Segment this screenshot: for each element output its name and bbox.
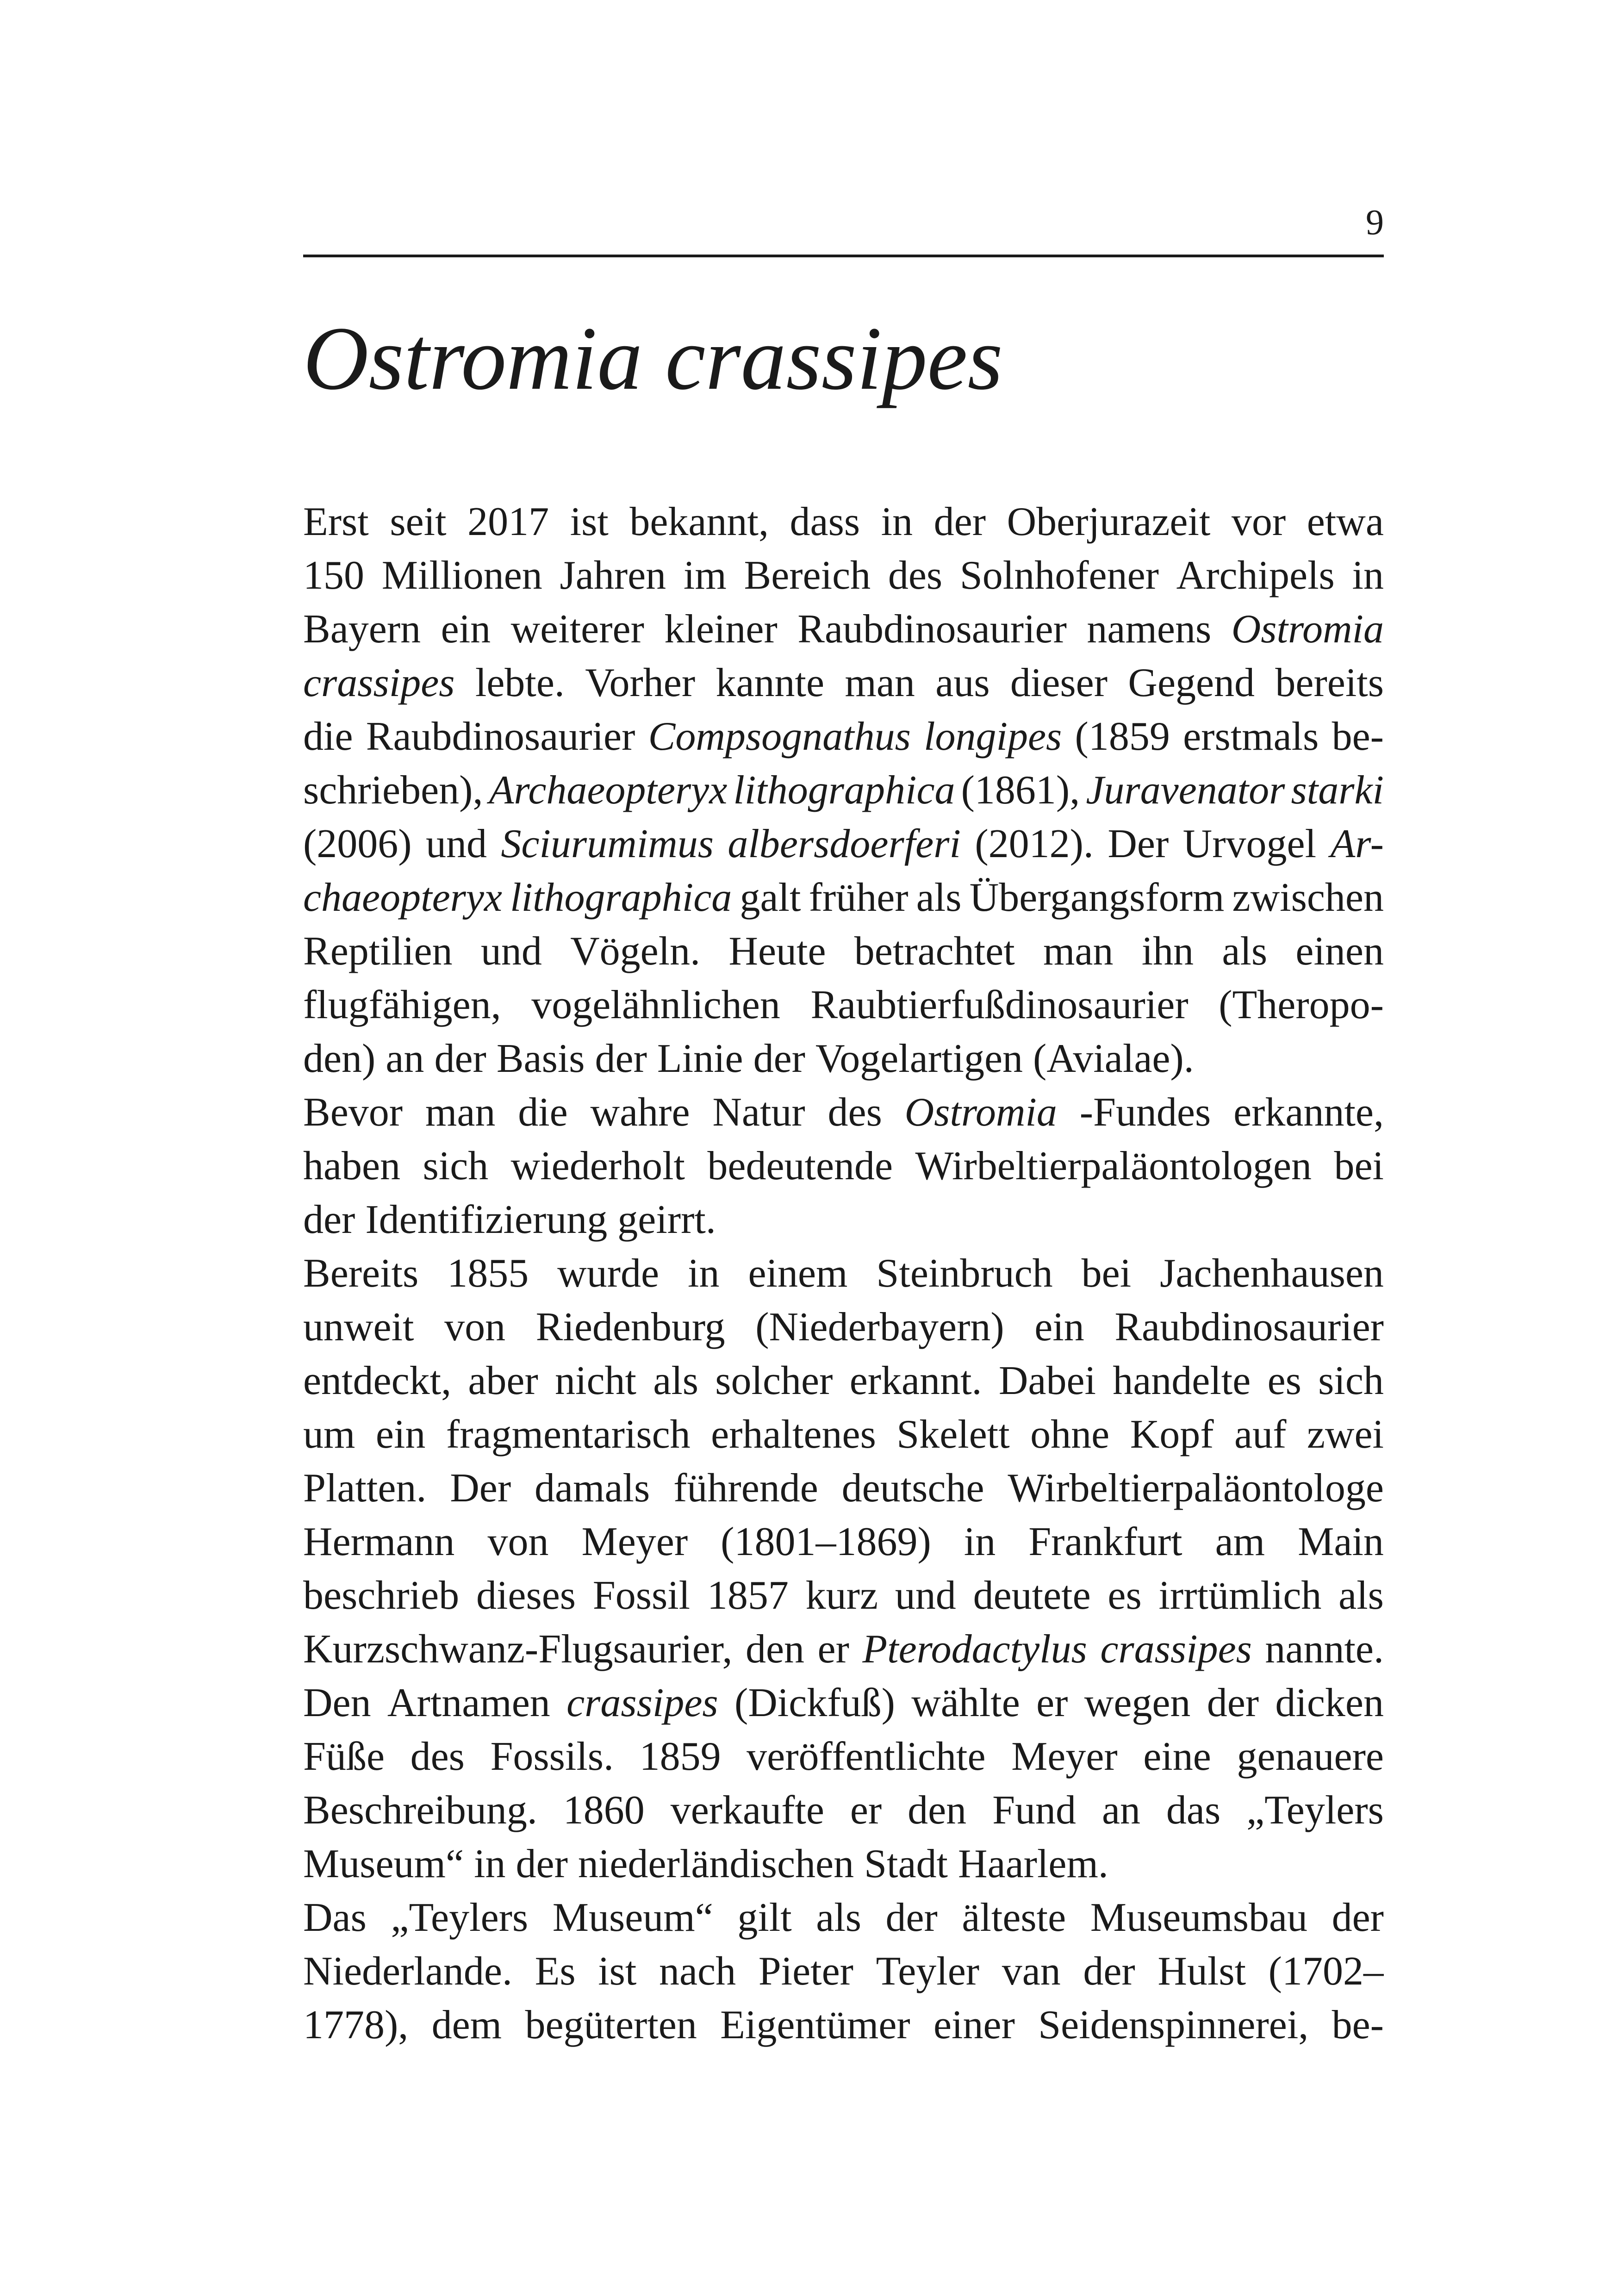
word: kleiner [664,607,778,652]
word: man [425,1090,496,1135]
word: schrieben), [303,768,483,813]
word: und [426,821,487,866]
text-line [303,1139,1384,1193]
word: Es [535,1949,576,1994]
word: Oberjurazeit [1007,499,1211,544]
word: Fossil [592,1573,691,1618]
text-line [303,1945,1384,1998]
word: als [816,1895,861,1940]
word: niederländischen [578,1842,854,1886]
word: Museum“ [552,1895,713,1940]
word: 2017 [467,499,549,544]
word: Solnhofener [959,553,1159,598]
word: Meyer [581,1519,688,1564]
word: erkannte, [1233,1090,1384,1135]
word: der [595,1036,647,1081]
text-line [303,1408,1384,1462]
word: es [1267,1358,1301,1403]
italic-word: Sciurumimus [501,821,714,866]
text-line [303,871,1384,925]
word: aber [468,1358,538,1403]
word: in [474,1842,506,1886]
word: Fossils. [490,1734,614,1779]
word: in [688,1251,720,1296]
word: der [303,1197,355,1242]
word: einem [748,1251,848,1296]
word: (Theropo- [1219,983,1384,1027]
word: der [885,1895,938,1940]
word: von [444,1305,506,1350]
word: ihn [1141,929,1194,974]
italic-word: Pterodactylus [862,1627,1087,1672]
word: bekannt, [629,499,769,544]
word: Millionen [381,553,542,598]
word: 1859 [639,1734,721,1779]
italic-word: Ostromia [904,1090,1057,1135]
word: Vögeln. [570,929,701,974]
word: Basis [496,1036,585,1081]
word: er [850,1788,882,1833]
word: Kurzschwanz-Flugsaurier, [303,1627,733,1672]
word: kurz [805,1573,878,1618]
text-line [303,1032,1384,1086]
text-line [303,495,1384,549]
word: Der [1108,821,1169,866]
word: (2012). [975,821,1094,866]
text-line [303,817,1384,871]
word: haben [303,1144,401,1188]
word: unweit [303,1305,414,1350]
italic-word: Juravenator [1086,768,1285,813]
word: Museumsbau [1090,1895,1308,1940]
word: in [964,1519,996,1564]
italic-word: starki [1291,768,1384,813]
word: seit [390,499,447,544]
word: Meyer [1011,1734,1118,1779]
word: Platten. [303,1466,427,1511]
word: (2006) [303,821,412,866]
text-line [303,1515,1384,1569]
page-number: 9 [1366,202,1384,242]
word: Der [450,1466,511,1511]
word: der [516,1842,568,1886]
word: Natur [712,1090,805,1135]
word: man [1043,929,1114,974]
word: (1861), [961,768,1080,813]
word: Bereich [744,553,871,598]
word: der [933,499,986,544]
word: (Avialae). [1033,1036,1194,1081]
word: Steinbruch [876,1251,1053,1296]
word: eine [1143,1734,1211,1779]
italic-word: chaeopteryx [303,875,502,920]
word: Hermann [303,1519,455,1564]
word: einer [933,2003,1015,2047]
word: man [845,660,915,705]
word: und [480,929,542,974]
word: Beschreibung. [303,1788,537,1833]
word: ein [1034,1305,1084,1350]
word: damals [534,1466,650,1511]
word: er [817,1627,849,1672]
word: des [888,553,943,598]
word: weiterer [510,607,644,652]
word: genauere [1237,1734,1384,1779]
word: entdeckt, [303,1358,452,1403]
word: Seidenspinnerei, [1038,2003,1309,2047]
word: 1857 [707,1573,789,1618]
word: wurde [557,1251,660,1296]
word: (1702– [1268,1949,1384,1994]
word: „Teylers [391,1895,529,1940]
word: (1859 [1075,714,1170,759]
word: Dabei [998,1358,1096,1403]
header-rule [303,255,1384,257]
text-line [303,1998,1384,2052]
word: betrachtet [854,929,1015,974]
word: dass [790,499,860,544]
word: Jahren [560,553,666,598]
word: Raubdinosaurier [1114,1305,1384,1350]
text-line [303,1784,1384,1837]
text-line [303,978,1384,1032]
word: aus [935,660,990,705]
word: Den [303,1680,371,1725]
word: handelte [1113,1358,1251,1403]
word: an [1101,1788,1140,1833]
text-line [303,1354,1384,1408]
word: Niederlande. [303,1949,512,1994]
text-line [303,549,1384,603]
word: Frankfurt [1028,1519,1182,1564]
word: Artnamen [387,1680,550,1725]
italic-word: Ar- [1330,821,1384,866]
italic-word: Ostromia [1231,607,1384,652]
chapter-title: Ostromia crassipes [303,308,1003,409]
word: von [487,1519,549,1564]
text-line [303,925,1384,978]
word: Skelett [896,1412,1010,1457]
word: der [1332,1895,1384,1940]
word: des [410,1734,465,1779]
word: die [303,714,353,759]
word: fragmentarisch [446,1412,691,1457]
word: das [1166,1788,1221,1833]
word: 150 [303,553,364,598]
word: der [1207,1680,1259,1725]
word: lebte. [475,660,565,705]
word: 1855 [447,1251,529,1296]
text-line [303,710,1384,764]
word: solcher [715,1358,833,1403]
word: Jachenhausen [1160,1251,1384,1296]
word: gilt [737,1895,792,1940]
word: verkaufte [670,1788,824,1833]
word: Wirbeltierpaläontologe [1008,1466,1384,1511]
word: Raubdinosaurier [797,607,1067,652]
word: Museum“ [303,1842,464,1886]
text-line [303,1247,1384,1300]
word: Gegend [1128,660,1255,705]
word: es [1108,1573,1142,1618]
word: be- [1332,714,1384,759]
text-line [303,603,1384,656]
word: dieses [476,1573,576,1618]
word: Hulst [1157,1949,1246,1994]
word: in [881,499,913,544]
word: dicken [1275,1680,1384,1725]
word: etwa [1307,499,1384,544]
word: Bayern [303,607,421,652]
word: Urvogel [1182,821,1317,866]
text-line [303,1676,1384,1730]
word: an [386,1036,424,1081]
word: den [908,1788,967,1833]
word: älteste [962,1895,1066,1940]
word: Heute [728,929,826,974]
word: dem [431,2003,502,2047]
word: deutsche [841,1466,984,1511]
word: am [1215,1519,1265,1564]
word: er [1036,1680,1068,1725]
word: sich [423,1144,489,1188]
word: des [828,1090,882,1135]
word: zwischen [1232,875,1384,920]
word: Bevor [303,1090,403,1135]
italic-word: crassipes [303,660,455,705]
word: wahre [590,1090,690,1135]
word: nach [659,1949,736,1994]
word: bei [1081,1251,1132,1296]
word: geirrt. [617,1197,716,1242]
word: Reptilien [303,929,453,974]
word: van [1002,1949,1061,1994]
word: früher [809,875,909,920]
italic-word: Compsognathus [648,714,911,759]
word: (1801–1869) [721,1519,931,1564]
body-text [303,495,1384,2052]
word: veröffentlichte [747,1734,986,1779]
word: Vorher [585,660,696,705]
text-line [303,1300,1384,1354]
word: kannte [716,660,825,705]
word: Bereits [303,1251,419,1296]
word: nicht [555,1358,636,1403]
word: führende [673,1466,818,1511]
word: um [303,1412,355,1457]
word: erhaltenes [711,1412,876,1457]
word: in [1352,553,1384,598]
word: als [1338,1573,1384,1618]
text-line [303,764,1384,817]
word: Identifizierung [365,1197,608,1242]
word: Teyler [876,1949,980,1994]
word: als [916,875,962,920]
word: der [753,1036,805,1081]
word: Fund [992,1788,1077,1833]
word: Übergangsform [969,875,1225,920]
word: galt [740,875,801,920]
word: vogelähnlichen [531,983,780,1027]
word: erkannt. [849,1358,982,1403]
word: vor [1231,499,1286,544]
text-line [303,1730,1384,1784]
text-line [303,1462,1384,1515]
word: Erst [303,499,369,544]
word: bereits [1275,660,1384,705]
word: „Teylers [1246,1788,1384,1833]
italic-word: longipes [924,714,1062,759]
word: (Niederbayern) [755,1305,1004,1350]
word: namens [1087,607,1212,652]
word: wählte [911,1680,1020,1725]
word: Wirbeltierpaläontologen [915,1144,1312,1188]
word: be- [1332,2003,1384,2047]
text-line [303,1086,1384,1139]
word: Eigentümer [720,2003,910,2047]
italic-word: albersdoerferi [728,821,961,866]
italic-word: Archaeopteryx [489,768,728,813]
word: wiederholt [510,1144,685,1188]
word: als [1222,929,1268,974]
word: ohne [1030,1412,1110,1457]
word: die [518,1090,568,1135]
word: ein [375,1412,426,1457]
word: Das [303,1895,367,1940]
word: dieser [1010,660,1108,705]
word: im [683,553,727,598]
word: den [745,1627,805,1672]
word: einen [1295,929,1384,974]
word: Raubdinosaurier [366,714,635,759]
word: 1778), [303,2003,409,2047]
word: -Fundes [1079,1090,1211,1135]
italic-word: crassipes [566,1680,718,1725]
text-line [303,1623,1384,1676]
word: 1860 [563,1788,645,1833]
text-line [303,1569,1384,1623]
word: Füße [303,1734,385,1779]
text-line [303,1837,1384,1891]
word: Riedenburg [535,1305,725,1350]
word: als [653,1358,699,1403]
word: beschrieb [303,1573,460,1618]
text-line [303,1891,1384,1945]
text-line [303,1193,1384,1247]
italic-word: lithographica [510,875,732,920]
word: flugfähigen, [303,983,501,1027]
word: zwei [1307,1412,1384,1457]
word: Stadt [864,1842,948,1886]
word: deutete [973,1573,1091,1618]
word: Main [1298,1519,1384,1564]
word: ein [441,607,491,652]
word: Pieter [758,1949,853,1994]
word: und [895,1573,956,1618]
word: nannte. [1265,1627,1384,1672]
word: ist [598,1949,637,1994]
word: Haarlem. [958,1842,1108,1886]
word: Vogelartigen [815,1036,1023,1081]
word: Raubtierfußdinosaurier [810,983,1189,1027]
text-line [303,656,1384,710]
word: Linie [657,1036,743,1081]
word: sich [1318,1358,1384,1403]
word: bedeutende [707,1144,893,1188]
word: ist [570,499,609,544]
italic-word: lithographica [733,768,955,813]
word: Kopf [1130,1412,1214,1457]
word: der [434,1036,486,1081]
word: Archipels [1176,553,1335,598]
word: erstmals [1183,714,1319,759]
word: bei [1334,1144,1384,1188]
word: den) [303,1036,376,1081]
word: wegen [1084,1680,1191,1725]
italic-word: crassipes [1100,1627,1252,1672]
word: begüterten [525,2003,697,2047]
word: (Dickfuß) [734,1680,895,1725]
word: der [1083,1949,1135,1994]
word: auf [1234,1412,1287,1457]
word: irrtümlich [1158,1573,1322,1618]
